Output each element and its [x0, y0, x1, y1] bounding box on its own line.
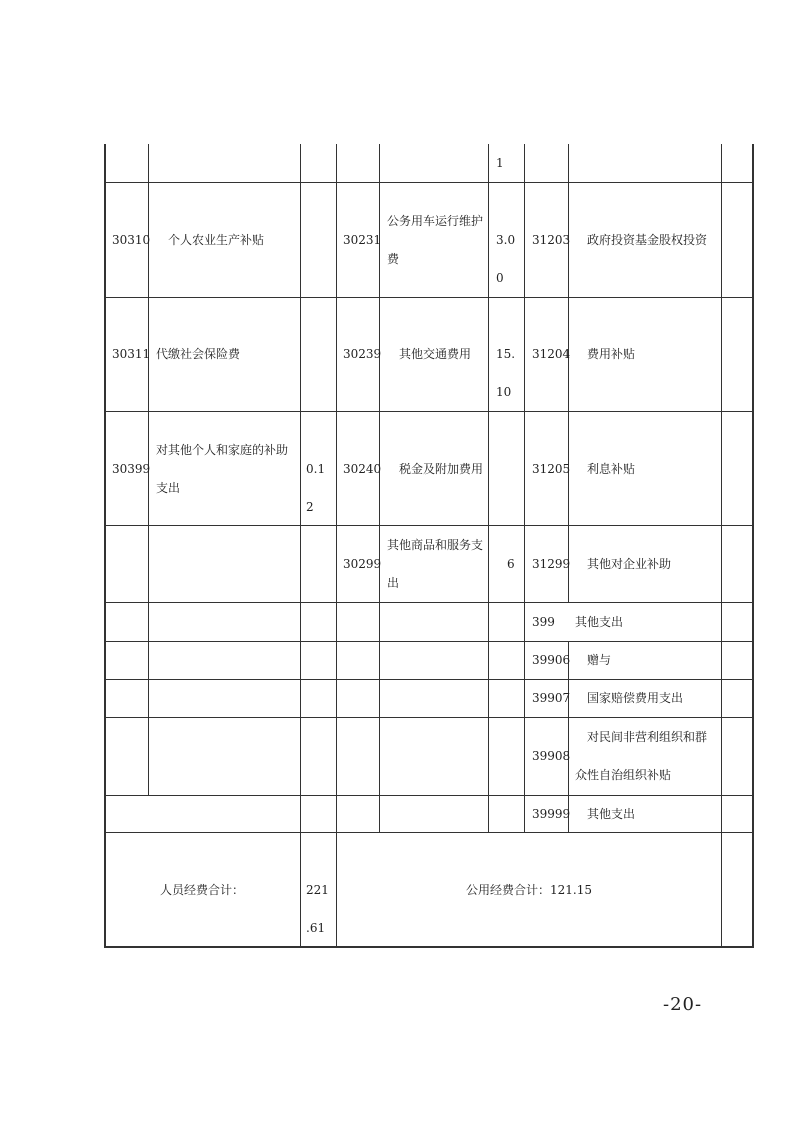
table-cell: 众性自治组织补贴 — [575, 768, 672, 782]
personnel-total-label: 人员经费合计： — [160, 883, 245, 897]
table-right-border — [752, 144, 754, 948]
table-cell: 1 — [496, 156, 504, 170]
table-cell: 30399 — [112, 462, 151, 476]
table-cell: 31204 — [532, 347, 571, 361]
table-cell: 30231 — [343, 233, 382, 247]
table-cell: 39999 — [532, 807, 571, 821]
row-divider — [105, 679, 752, 680]
table-cell: 30310 — [112, 233, 151, 247]
column-divider — [524, 144, 525, 832]
personnel-total-value: .61 — [306, 921, 326, 935]
column-divider — [721, 144, 722, 946]
table-cell: 31203 — [532, 233, 571, 247]
table-cell: 31205 — [532, 462, 571, 476]
table-cell: 支出 — [156, 481, 181, 495]
table-cell: 国家赔偿费用支出 — [587, 691, 684, 705]
table-cell: 31299 — [532, 557, 571, 571]
table-cell: 39906 — [532, 653, 571, 667]
table-cell: 30239 — [343, 347, 382, 361]
table-cell: 其他支出 — [575, 615, 624, 629]
row-divider — [105, 717, 752, 718]
table-cell: 税金及附加费用 — [399, 462, 484, 476]
table-cell: 399 — [532, 615, 555, 629]
row-divider — [105, 602, 752, 603]
table-cell: 30299 — [343, 557, 382, 571]
table-cell: 其他交通费用 — [399, 347, 472, 361]
table-cell: 0.1 — [306, 462, 326, 476]
table-cell: 39907 — [532, 691, 571, 705]
public-total-label: 公用经费合计：121.15 — [466, 883, 592, 897]
table-cell: 公务用车运行维护 — [387, 214, 484, 228]
table-cell: 3.0 — [496, 233, 516, 247]
row-divider — [105, 832, 752, 833]
table-cell: 费用补贴 — [587, 347, 636, 361]
page-number: -20- — [663, 994, 703, 1015]
table-cell: 对其他个人和家庭的补助 — [156, 443, 289, 457]
table-cell: 政府投资基金股权投资 — [587, 233, 708, 247]
table-cell: 0 — [496, 271, 504, 285]
column-divider — [300, 144, 301, 946]
table-cell: 15. — [496, 347, 516, 361]
table-cell: 10 — [496, 385, 512, 399]
personnel-total-value: 221 — [306, 883, 329, 897]
row-divider — [105, 297, 752, 298]
table-cell: 出 — [387, 576, 400, 590]
row-divider — [105, 641, 752, 642]
table-left-border — [104, 144, 106, 948]
column-divider — [488, 144, 489, 832]
table-cell: 费 — [387, 252, 400, 266]
table-cell: 代缴社会保险费 — [156, 347, 241, 361]
table-cell: 2 — [306, 500, 314, 514]
table-cell: 其他对企业补助 — [587, 557, 672, 571]
column-divider — [568, 144, 569, 602]
table-cell: 利息补贴 — [587, 462, 636, 476]
table-cell: 赠与 — [587, 653, 612, 667]
row-divider — [105, 182, 752, 183]
table-cell: 对民间非营利组织和群 — [587, 730, 708, 744]
table-cell: 个人农业生产补贴 — [168, 233, 265, 247]
row-divider — [105, 411, 752, 412]
table-cell: 其他支出 — [587, 807, 636, 821]
table-cell: 6 — [507, 557, 515, 571]
table-cell: 30311 — [112, 347, 151, 361]
column-divider — [336, 144, 337, 946]
row-divider — [105, 795, 752, 796]
table-cell: 30240 — [343, 462, 382, 476]
row-divider — [105, 525, 752, 526]
table-cell: 39908 — [532, 749, 571, 763]
table-bottom-border — [105, 946, 753, 948]
table-cell: 其他商品和服务支 — [387, 538, 484, 552]
